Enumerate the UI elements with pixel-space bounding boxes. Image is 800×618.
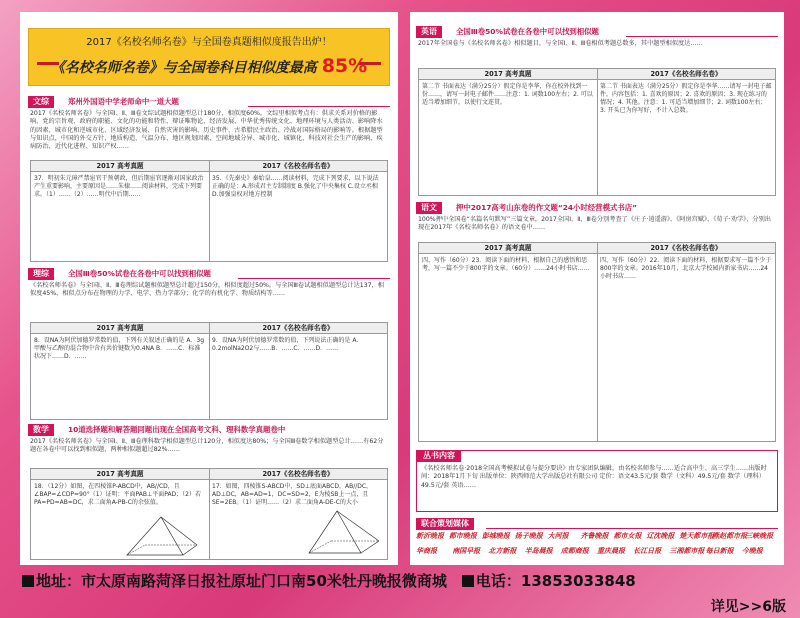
- question-cell: 18．（12分）如图，在四棱锥P-ABCD中，AB//CD，且∠BAP=∠CDP=90°（1）证明：平面PAB⊥平面PAD；（2）若PA=PD=AB=DC，求二面角A-PB-C的余弦值。: [34, 483, 201, 507]
- yingyu-intro: 2017年全国卷与《名校名师名卷》相似题目，与全国Ⅰ、Ⅱ、Ⅲ卷相似考题总数多，其中题型相似度达……: [418, 40, 703, 47]
- media-logo: 大河报: [547, 532, 569, 540]
- lizong-intro: 《名校名师名卷》与全国Ⅰ、Ⅱ、Ⅲ卷理综试题相似题型总计超过150分，相似度超过50%。与全国Ⅲ卷试题相似题型总计达137，相似度45%，相似点分布在物理的力学、电学、热力学部分；化学的有机化学、物质结构等……: [30, 282, 384, 298]
- question-cell: 第二节 书面表达（满分25分）假定你是李华，你在校外找到一份……，请写一封电子邮件……注意：1. 词数100左右；2. 可以适当增加细节，以使行文连贯。: [422, 83, 593, 107]
- footer-contact: [22, 570, 636, 591]
- banner-line2-text: 《名校名师名卷》与全国卷科目相似度最高: [50, 60, 317, 76]
- media-logo: 辽沈晚报: [646, 532, 675, 540]
- left-page: [20, 12, 398, 565]
- media-logo: 长江日报: [633, 547, 662, 555]
- media-logo: 三湘都市报: [669, 547, 705, 555]
- book-info-box: [416, 450, 778, 512]
- media-logo: 燕赵都市报: [712, 532, 748, 540]
- question-cell: 35．《先秦史》秦始皇……阅读材料，完成下列要求，以下说法正确的是：A.形成君主专制制度 B.强化了中央集权 C.设立丞相 D.加强皇权对地方控制: [212, 175, 379, 199]
- section-title: 全国Ⅲ卷50%试卷在各卷中可以找到相似题: [456, 27, 599, 36]
- media-logo: 齐鲁晚报: [580, 532, 609, 540]
- section-tag: 文综: [28, 96, 54, 108]
- banner-percent: 85%: [321, 55, 368, 77]
- media-logo: 重庆晨报: [597, 547, 625, 555]
- section-yuwen-header: [416, 202, 778, 214]
- square-bullet-icon: [22, 575, 34, 587]
- media-logo: 彭城晚报: [481, 532, 510, 540]
- square-bullet-icon: [462, 575, 474, 587]
- col-header: 2017 高考真题: [419, 69, 597, 80]
- section-title: 郑州外国语中学老师命中一道大题: [68, 97, 179, 106]
- shuxue-intro: 2017《名校名师名卷》与全国Ⅰ、Ⅱ、Ⅲ卷理科数学相似题型总计120分，相似度达80%；与全国Ⅲ卷数学相似题型总计……有62分题在各卷中可以找到相似题，两种相似题超过82%……: [30, 438, 384, 454]
- col-header: 2017《名校名师名卷》: [597, 69, 775, 80]
- media-logos: [416, 532, 778, 560]
- right-page: [410, 12, 784, 565]
- divider: [248, 106, 390, 107]
- banner: [28, 28, 390, 86]
- footer-address: 地址：市太原南路菏泽日报社原址门口南50米牡丹晚报微商城: [36, 572, 447, 590]
- see-more-link[interactable]: 详见>>6版: [710, 599, 786, 615]
- section-tag: 理综: [28, 268, 54, 280]
- media-logo: 新沂晚报: [416, 532, 444, 540]
- section-shuxue-header: [28, 424, 390, 436]
- col-header: 2017《名校名师名卷》: [209, 323, 387, 334]
- col-header: 2017《名校名师名卷》: [209, 469, 387, 480]
- section-title: 押中2017高考山东卷的作文题“24小时经营模式书店”: [456, 203, 637, 212]
- section-title: 10道选择题和解答题同题出现在全国高考文科、理科数学真题卷中: [68, 425, 286, 434]
- lizong-table: [30, 322, 388, 420]
- question-cell: 第二节 书面表达（满分25分）假定你是李华……请写一封电子邮件，内容包括：1. 喜欢的原因；2. 喜欢的原因；3. 现在练习的情况；4. 其他。注意：1. 可适当增加细节；2. 词数100左右；3. 开头已为你写好，不计入总数。: [600, 83, 772, 115]
- media-logo: 都市女报: [613, 532, 642, 540]
- banner-line2: [29, 55, 389, 79]
- question-cell: 8．设NA为阿伏加德罗常数的值，下列有关叙述正确的是 A．3g甲酸与乙醇的混合物中含有共价键数为0.4NA B．……C．标准状况下……D．……: [34, 337, 205, 361]
- book-info-text: 《名校名师名卷·2018全国高考模拟试卷与提分要诀》由专家团队编辑，由名校名师参与……适合高中生、高三学生……出版时间：2018年1月下旬 出版单位：陕西师范大学出版总社有限公司 定价：语文43.5元/套 数学（文科）49.5元/套 数学（理科）49.5元/套 英语……: [421, 465, 767, 489]
- media-logo: 南国早报: [452, 547, 481, 555]
- wenzong-intro: 2017《名校名师名卷》与全国Ⅰ、Ⅱ、Ⅲ卷文综试题相似题型总计180分，相似度60%。文综里相似考点有：供求关系对价格的影响、党的宗旨观、政府的职能、文化的功能和特性、辩证唯物论、经济发展、中华优秀传统文化、地理环境与人类活动、影响降水的因素、城市化和逆城市化、区域经济发展、自然灾害的影响、历史事件、古希腊民主政治、冷战对国际格局的影响等。根据题型与知识点，中国的外交方针、地质构造、气温分布、地区规划因素、空间地域分异、城市化、城镇化、科技对社会生产的影响、疾病防治、近代化进程、知识产权……: [30, 110, 383, 151]
- section-lizong-header: [28, 268, 390, 280]
- divider: [238, 278, 390, 279]
- section-tag: 英语: [416, 26, 442, 38]
- banner-line1: 2017《名校名师名卷》与全国卷真题相似度报告出炉！: [86, 37, 332, 48]
- yingyu-table: [418, 68, 776, 196]
- media-logo: 北方新报: [488, 547, 517, 555]
- col-header: 2017 高考真题: [419, 243, 597, 254]
- section-title: 全国Ⅲ卷50%试卷在各卷中可以找到相似题: [68, 269, 211, 278]
- yuwen-intro: 100%押中全国卷“名篇名句默写”三篇文章，2017全国Ⅰ、Ⅱ、Ⅲ卷分别考查了《庄子·逍遥游》、《阿房宫赋》、《荀子·劝学》，分别出现在2017年《名校名师名卷》的语文卷中……: [418, 216, 771, 232]
- divider: [626, 36, 778, 37]
- media-logo: 半岛晨报: [524, 547, 553, 555]
- pyramid-figure-right: [301, 509, 383, 559]
- question-cell: 37．明初朱元璋严禁宦官干预朝政，但后期宦官逐渐对国家政治产生重要影响，主要原因是……朱棣……阅读材料，完成下列要求。（1）……（2）……明代中后期……: [34, 175, 204, 199]
- col-header: 2017《名校名师名卷》: [209, 161, 387, 172]
- media-logo: 都市晚报: [448, 532, 477, 540]
- col-header: 2017《名校名师名卷》: [597, 243, 775, 254]
- col-header: 2017 高考真题: [31, 323, 209, 334]
- media-logo: 楚天都市报: [679, 532, 715, 540]
- media-logo: 每日新报: [705, 547, 734, 555]
- section-wenzong-header: [28, 96, 390, 108]
- media-logo: 今晚报: [741, 547, 763, 555]
- wenzong-table: [30, 160, 388, 262]
- media-logo: 三峡晚报: [745, 532, 774, 540]
- section-tag: 数学: [28, 424, 54, 436]
- media-logo: 扬子晚报: [514, 532, 543, 540]
- footer: [0, 566, 800, 618]
- yuwen-table: [418, 242, 776, 442]
- question-cell: 17．如图，四棱锥S-ABCD中，SD⊥底面ABCD，AB//DC，AD⊥DC，AB=AD=1，DC=SD=2，E为棱SB上一点，且SE=2EB。（1）证明……（2）求二面角A-DE-C的大小: [212, 483, 373, 507]
- divider: [486, 528, 778, 529]
- section-tag: 联合策划媒体: [416, 518, 474, 530]
- section-yingyu-header: [416, 26, 778, 38]
- question-cell: 9．设NA为阿伏加德罗常数的值，下列说法正确的是 A．0.2molNa2O2与……B．……C．……D．……: [212, 337, 363, 353]
- media-logo: 华商报: [416, 547, 437, 555]
- section-tag: 丛书内容: [417, 450, 461, 462]
- footer-phone: 电话：13853033848: [475, 572, 636, 590]
- pyramid-figure-left: [121, 515, 201, 559]
- media-logo: 成都商报: [560, 547, 589, 555]
- question-cell: 四、写作（60分）23．阅读下面的材料，根据自己的感悟和思考，写一篇不少于800字的文章。（60分）……24小时书店……: [422, 257, 590, 273]
- question-cell: 四、写作（60分）22．阅读下面的材料，根据要求写一篇不少于800字的文章。2016年10月，北京大学校园内新家书店……24小时书店……: [600, 257, 772, 281]
- col-header: 2017 高考真题: [31, 469, 209, 480]
- section-tag: 语文: [416, 202, 442, 214]
- col-header: 2017 高考真题: [31, 161, 209, 172]
- section-media-header: [416, 518, 778, 530]
- shuxue-table: [30, 468, 388, 560]
